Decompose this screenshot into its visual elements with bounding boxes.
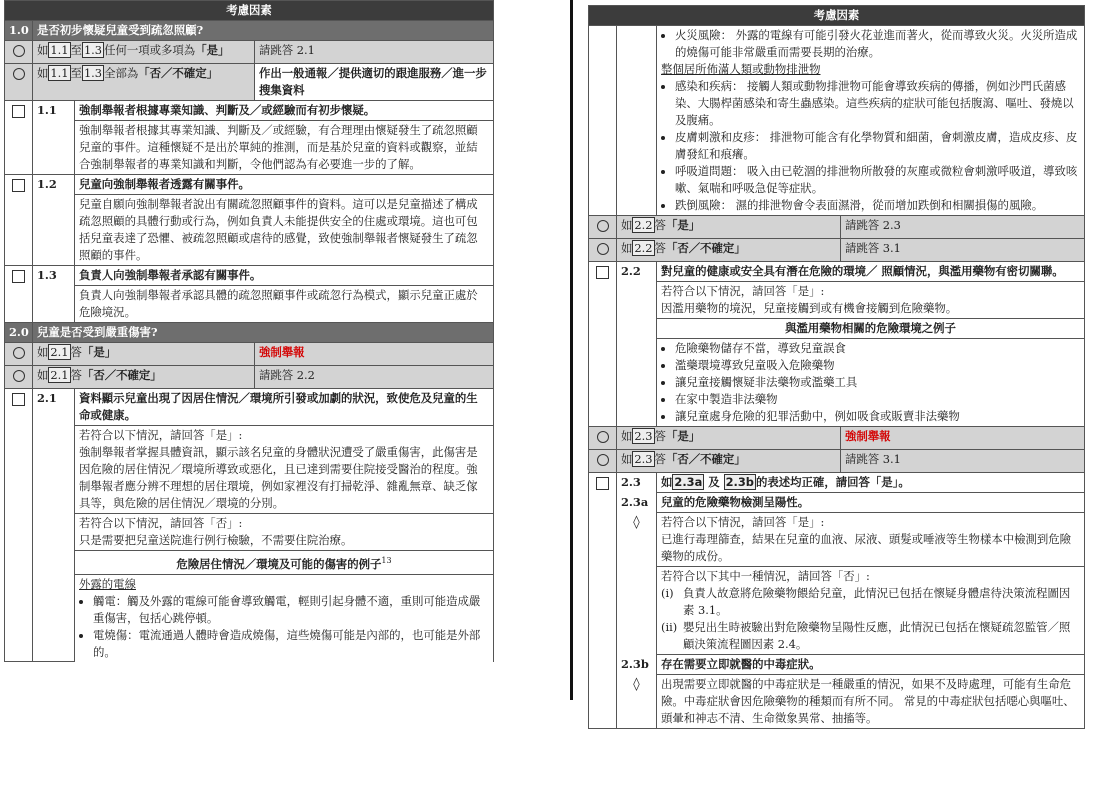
section-2-number: 2.0 bbox=[5, 323, 33, 343]
right-table bbox=[588, 5, 1085, 729]
answer-prefix: 如 bbox=[37, 43, 49, 57]
checkbox-1-2[interactable] bbox=[12, 179, 25, 192]
checkbox-2-2[interactable] bbox=[596, 266, 609, 279]
examples-heading: 外露的電線 bbox=[79, 576, 136, 591]
ref-box: 1.1 bbox=[50, 66, 69, 80]
example-item: • 皮膚刺激和皮疹： 排泄物可能含有化學物質和細菌，會刺激皮膚，造成皮疹、皮膚發紅和痕癢。 bbox=[675, 129, 1080, 163]
no-intro: 若符合以下情況，請回答「否」: bbox=[79, 516, 243, 530]
examples-title: 與濫用藥物相關的危險環境之例子 bbox=[657, 319, 1085, 339]
continued-examples bbox=[589, 26, 1085, 216]
mandatory-report-label: 強制舉報 bbox=[255, 343, 494, 366]
question-title: 強制舉報者根據專業知識、判斷及／或經驗而有初步懷疑。 bbox=[75, 101, 494, 121]
checkbox-2-1[interactable] bbox=[12, 393, 25, 406]
answer-mid: 至 bbox=[70, 43, 82, 57]
answer-action: 請跳答 3.1 bbox=[841, 239, 1085, 262]
yes-body: 因濫用藥物的境況，兒童接觸到或有機會接觸到危險藥物。 bbox=[661, 301, 958, 315]
answer-radio-2[interactable] bbox=[13, 68, 25, 80]
question-number: 2.1 bbox=[33, 389, 75, 662]
answer-radio-6[interactable] bbox=[597, 243, 609, 255]
item-marker: (i) bbox=[661, 586, 674, 600]
example-item: • 危險藥物儲存不當，導致兒童誤食 bbox=[675, 340, 1080, 357]
ref-box: 2.3 bbox=[634, 452, 653, 466]
question-body: 兒童自願向強制舉報者說出有關疏忽照顧事件的資料。這可以是兒童描述了構成疏忽照顧的具體行動或行為，例如負責人未能提供安全的住處或環境。這也可包括兒童表達了恐懼、被疏忽照顧或虐待的感覺，致使強制舉報者懷疑發生了疏忽照顧的事件。 bbox=[75, 195, 494, 266]
answer-radio-8[interactable] bbox=[597, 454, 609, 466]
ref-box: 2.3a bbox=[674, 475, 703, 489]
answer-row-7 bbox=[589, 427, 1085, 450]
section-2-row bbox=[5, 323, 494, 343]
answer-row-4 bbox=[5, 366, 494, 389]
question-prefix: 如 bbox=[661, 475, 673, 489]
question-title: 兒童的危險藥物檢測呈陽性。 bbox=[657, 493, 1085, 513]
answer-text: 任何一項或多項為 bbox=[104, 43, 196, 57]
answer-choice: 「是」 bbox=[195, 43, 230, 57]
answer-text: 答 bbox=[70, 345, 82, 359]
right-header: 考慮因素 bbox=[589, 6, 1085, 26]
answer-radio-5[interactable] bbox=[597, 220, 609, 232]
answer-row-8 bbox=[589, 450, 1085, 473]
question-title: 資料顯示兒童出現了因居住情況／環境所引發或加劇的狀況，致使危及兒童的生命或健康。 bbox=[75, 389, 494, 426]
question-mid: 及 bbox=[708, 475, 720, 489]
section-1-row bbox=[5, 21, 494, 41]
checkbox-1-3[interactable] bbox=[12, 270, 25, 283]
question-title: 兒童向強制舉報者透露有關事件。 bbox=[75, 175, 494, 195]
ref-box: 1.3 bbox=[83, 66, 103, 80]
example-item: • 電燒傷：電流通過人體時會造成燒傷，這些燒傷可能是內部的，也可能是外部的。 bbox=[93, 627, 489, 661]
section-1-number: 1.0 bbox=[5, 21, 33, 41]
answer-text: 答 bbox=[70, 368, 82, 382]
example-item: • 觸電：觸及外露的電線可能會導致觸電，輕則引起身體不適，重則可能造成嚴重傷害，包括心跳停頓。 bbox=[93, 593, 489, 627]
question-number: 1.2 bbox=[33, 175, 75, 266]
ref-box: 1.1 bbox=[50, 43, 69, 57]
diamond-icon: ◊ bbox=[633, 676, 640, 692]
answer-mid: 至 bbox=[70, 66, 82, 80]
question-body: 強制舉報者根據其專業知識、判斷及／或經驗，有合理理由懷疑發生了疏忽照顧兒童的事件。這種懷疑不是出於單純的推測，而是基於兒童的資料或觀察，並結合強制舉報者的專業知識和判斷，令他們認為有必要進一步的了解。 bbox=[75, 121, 494, 175]
question-1-1 bbox=[5, 101, 494, 121]
answer-prefix: 如 bbox=[37, 66, 49, 80]
answer-action: 請跳答 2.2 bbox=[255, 366, 494, 389]
ref-box: 2.2 bbox=[634, 241, 653, 255]
ref-box: 2.1 bbox=[50, 345, 69, 359]
question-2-2 bbox=[589, 262, 1085, 282]
ref-box: 2.3b bbox=[725, 475, 754, 489]
question-title: 負責人向強制舉報者承認有關事件。 bbox=[75, 266, 494, 286]
question-number: 2.3b bbox=[617, 655, 657, 675]
answer-radio-7[interactable] bbox=[597, 431, 609, 443]
question-2-3 bbox=[589, 473, 1085, 493]
diamond-icon: ◊ bbox=[633, 514, 640, 530]
question-number: 2.2 bbox=[617, 262, 657, 427]
yes-body: 強制舉報者掌握具體資訊，顯示該名兒童的身體狀況遭受了嚴重傷害，此傷害是因危險的居住情況／環境所導致或惡化，且已達到需要住院接受醫治的程度。強制舉報者應分辨不理想的居住環境，例如家裡沒有打掃乾淨、雜亂無章、缺乏傢具等，與危險的居住情況／環境的分別。 bbox=[79, 445, 478, 510]
answer-choice: 「否／不確定」 bbox=[81, 368, 162, 382]
ref-box: 2.2 bbox=[634, 218, 653, 232]
footnote-ref: 13 bbox=[381, 556, 392, 565]
examples-title: 危險居住情況／環境及可能的傷害的例子 bbox=[176, 556, 382, 571]
no-item: 嬰兒出生時被驗出對危險藥物呈陽性反應，此情況已包括在懷疑疏忽監管／照顧決策流程圖因素 2.4。 bbox=[683, 620, 1071, 651]
answer-prefix: 如 bbox=[621, 241, 633, 255]
example-item: • 讓兒童處身危險的犯罪活動中，例如吸食或販賣非法藥物 bbox=[675, 408, 1080, 425]
examples-heading: 整個居所佈滿人類或動物排泄物 bbox=[661, 62, 821, 76]
example-item: • 在家中製造非法藥物 bbox=[675, 391, 1080, 408]
question-2-1 bbox=[5, 389, 494, 426]
answer-prefix: 如 bbox=[621, 218, 633, 232]
answer-row-3 bbox=[5, 343, 494, 366]
ref-box: 2.3 bbox=[634, 429, 653, 443]
section-1-title: 是否初步懷疑兒童受到疏忽照顧? bbox=[33, 21, 494, 41]
answer-text: 答 bbox=[654, 429, 666, 443]
answer-action: 請跳答 3.1 bbox=[841, 450, 1085, 473]
checkbox-1-1[interactable] bbox=[12, 105, 25, 118]
answer-text: 全部為 bbox=[104, 66, 139, 80]
example-item: • 濫藥環境導致兒童吸入危險藥物 bbox=[675, 357, 1080, 374]
example-item: • 呼吸道問題： 吸入由已乾涸的排泄物所散發的灰塵或微粒會刺激呼吸道，導致咳嗽、氣喘和呼吸急促等症狀。 bbox=[675, 163, 1080, 197]
answer-choice: 「是」 bbox=[665, 429, 701, 443]
answer-choice: 「否／不確定」 bbox=[138, 66, 218, 80]
question-1-3 bbox=[5, 266, 494, 286]
question-title: 對兒童的健康或安全具有潛在危險的環境／ 照顧情況，與濫用藥物有密切關聯。 bbox=[657, 262, 1085, 282]
question-number: 2.3 bbox=[617, 473, 657, 493]
item-marker: (ii) bbox=[661, 620, 678, 634]
answer-choice: 「是」 bbox=[665, 218, 701, 232]
answer-radio-3[interactable] bbox=[13, 347, 25, 359]
yes-intro: 若符合以下情況，請回答「是」: bbox=[79, 428, 243, 442]
answer-text: 答 bbox=[654, 452, 666, 466]
answer-action: 請跳答 2.1 bbox=[255, 41, 494, 64]
checkbox-2-3[interactable] bbox=[596, 477, 609, 490]
answer-row-2 bbox=[5, 64, 494, 101]
answer-radio-4[interactable] bbox=[13, 370, 25, 382]
question-title: 存在需要立即就醫的中毒症狀。 bbox=[657, 655, 1085, 675]
answer-radio-1[interactable] bbox=[13, 45, 25, 57]
no-item: 負責人故意將危險藥物餵給兒童，此情況已包括在懷疑身體虐待決策流程圖因素 3.1。 bbox=[683, 586, 1071, 617]
column-divider bbox=[570, 0, 573, 700]
question-title: 的表述均正確，請回答「是」。 bbox=[755, 475, 910, 489]
example-item: • 火災風險： 外露的電線有可能引發火花並進而著火，從而導致火災。火災所造成的燒傷可能非常嚴重而需要長期的治療。 bbox=[675, 27, 1080, 61]
left-table bbox=[4, 0, 494, 662]
question-body: 出現需要立即就醫的中毒症狀是一種嚴重的情況，如果不及時處理，可能有生命危險。中毒症狀會因危險藥物的種類而有所不同。 常見的中毒症狀包括噁心與嘔吐、頭暈和神志不清、生命徵象異常、抽搐等。 bbox=[657, 675, 1085, 729]
example-item: • 跌倒風險： 濕的排泄物會令表面濕滑，從而增加跌倒和相關損傷的風險。 bbox=[675, 197, 1080, 214]
answer-text: 答 bbox=[654, 241, 666, 255]
answer-choice: 「是」 bbox=[81, 345, 117, 359]
question-number: 1.3 bbox=[33, 266, 75, 323]
answer-prefix: 如 bbox=[37, 368, 49, 382]
answer-prefix: 如 bbox=[621, 429, 633, 443]
answer-row-1 bbox=[5, 41, 494, 64]
answer-prefix: 如 bbox=[621, 452, 633, 466]
answer-row-5 bbox=[589, 216, 1085, 239]
answer-choice: 「否／不確定」 bbox=[665, 241, 746, 255]
question-number: 2.3a bbox=[617, 493, 657, 513]
yes-intro: 若符合以下情況，請回答「是」: bbox=[661, 284, 825, 298]
no-intro: 若符合以下其中一種情況，請回答「否」: bbox=[661, 569, 870, 583]
example-item: • 讓兒童接觸懷疑非法藥物或濫藥工具 bbox=[675, 374, 1080, 391]
answer-action: 請跳答 2.3 bbox=[841, 216, 1085, 239]
answer-prefix: 如 bbox=[37, 345, 49, 359]
left-column bbox=[4, 0, 494, 662]
yes-intro: 若符合以下情況，請回答「是」: bbox=[661, 515, 825, 529]
question-number: 1.1 bbox=[33, 101, 75, 175]
right-column bbox=[588, 5, 1085, 729]
answer-row-6 bbox=[589, 239, 1085, 262]
ref-box: 1.3 bbox=[83, 43, 103, 57]
mandatory-report-label: 強制舉報 bbox=[841, 427, 1085, 450]
question-1-2 bbox=[5, 175, 494, 195]
no-body: 只是需要把兒童送院進行例行檢驗，不需要住院治療。 bbox=[79, 533, 353, 547]
example-item: • 感染和疾病： 接觸人類或動物排泄物可能會導致疾病的傳播，例如沙門氏菌感染、大腸桿菌感染和寄生蟲感染。這些疾病的症狀可能包括腹瀉、嘔吐、發燒以及腹痛。 bbox=[675, 78, 1080, 129]
answer-text: 答 bbox=[654, 218, 666, 232]
section-2-title: 兒童是否受到嚴重傷害? bbox=[33, 323, 494, 343]
question-body: 負責人向強制舉報者承認具體的疏忽照顧事件或疏忽行為模式，顯示兒童正處於危險境況。 bbox=[75, 286, 494, 323]
answer-choice: 「否／不確定」 bbox=[665, 452, 746, 466]
ref-box: 2.1 bbox=[50, 368, 69, 382]
left-header: 考慮因素 bbox=[5, 1, 494, 21]
yes-body: 已進行毒理篩查，結果在兒童的血液、尿液、頭髮或唾液等生物樣本中檢測到危險藥物的成份。 bbox=[661, 532, 1072, 563]
answer-action: 作出一般通報／提供適切的跟進服務／進一步搜集資料 bbox=[255, 64, 494, 101]
